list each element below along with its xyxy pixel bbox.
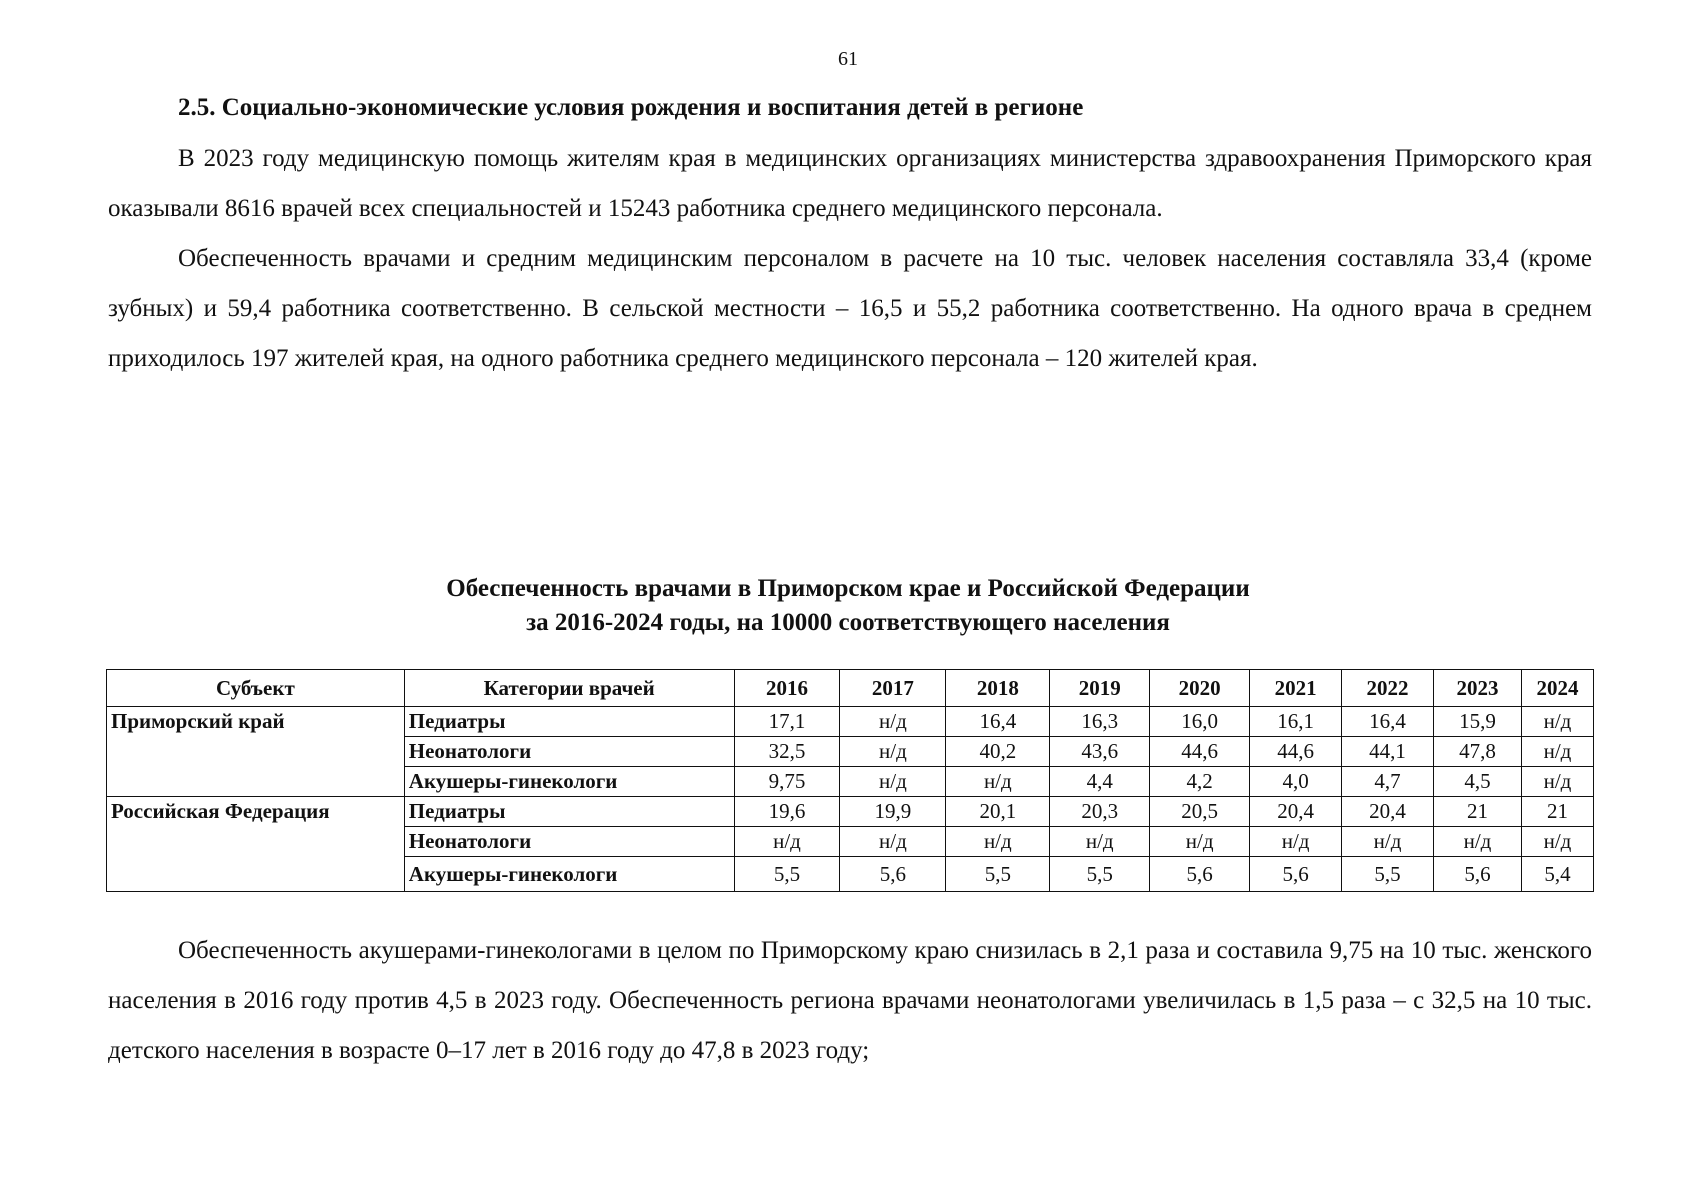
value-cell: 20,5	[1150, 797, 1250, 827]
value-cell: 19,6	[734, 797, 840, 827]
value-cell: 9,75	[734, 767, 840, 797]
value-cell: 47,8	[1434, 737, 1522, 767]
table-title-line-1: Обеспеченность врачами в Приморском крае и Российской Федерации	[446, 575, 1250, 602]
value-cell: 5,5	[734, 857, 840, 892]
value-cell: 4,0	[1250, 767, 1342, 797]
category-cell: Неонатологи	[404, 827, 734, 857]
value-cell: н/д	[734, 827, 840, 857]
value-cell: н/д	[1250, 827, 1342, 857]
value-cell: 5,5	[1342, 857, 1434, 892]
value-cell: 16,0	[1150, 707, 1250, 737]
value-cell: 4,4	[1050, 767, 1150, 797]
category-cell: Педиатры	[404, 797, 734, 827]
value-cell: 43,6	[1050, 737, 1150, 767]
value-cell: 20,4	[1342, 797, 1434, 827]
page-number: 61	[838, 48, 858, 70]
value-cell: 44,6	[1150, 737, 1250, 767]
table-row	[107, 707, 1594, 737]
value-cell: н/д	[946, 767, 1050, 797]
value-cell: н/д	[1521, 767, 1593, 797]
paragraph-staffing: В 2023 году медицинскую помощь жителям края в медицинских организациях министерства здравоохранения Приморского края оказывали 8616 врачей всех специальностей и 15243 работника среднего медицинского персонала.	[108, 145, 1592, 222]
value-cell: н/д	[1342, 827, 1434, 857]
table-row	[107, 797, 1594, 827]
header-subject: Субъект	[107, 670, 405, 707]
category-cell: Акушеры-гинекологи	[404, 857, 734, 892]
value-cell: н/д	[840, 707, 946, 737]
value-cell: н/д	[840, 827, 946, 857]
value-cell: н/д	[1521, 707, 1593, 737]
header-year: 2017	[840, 670, 946, 707]
header-year: 2022	[1342, 670, 1434, 707]
value-cell: 20,4	[1250, 797, 1342, 827]
value-cell: 16,4	[946, 707, 1050, 737]
value-cell: н/д	[1050, 827, 1150, 857]
value-cell: н/д	[1521, 737, 1593, 767]
value-cell: 16,4	[1342, 707, 1434, 737]
value-cell: 5,6	[1434, 857, 1522, 892]
value-cell: н/д	[840, 737, 946, 767]
value-cell: 19,9	[840, 797, 946, 827]
paragraph-obstetrics-neonatology: Обеспеченность акушерами-гинекологами в целом по Приморскому краю снизилась в 2,1 раза и составила 9,75 на 10 тыс. женского населения в 2016 году против 4,5 в 2023 году. Обеспеченность региона врачами неонатологами увеличилась в 1,5 раза – с 32,5 на 10 тыс. детского населения в возрасте 0–17 лет в 2016 году до 47,8 в 2023 году;	[108, 937, 1592, 1064]
header-year: 2024	[1521, 670, 1593, 707]
value-cell: 15,9	[1434, 707, 1522, 737]
header-category: Категории врачей	[404, 670, 734, 707]
header-year: 2021	[1250, 670, 1342, 707]
value-cell: 44,1	[1342, 737, 1434, 767]
category-cell: Педиатры	[404, 707, 734, 737]
value-cell: н/д	[840, 767, 946, 797]
value-cell: 5,6	[1150, 857, 1250, 892]
value-cell: 5,6	[840, 857, 946, 892]
value-cell: 21	[1434, 797, 1522, 827]
value-cell: 32,5	[734, 737, 840, 767]
value-cell: 16,1	[1250, 707, 1342, 737]
subject-cell: Российская Федерация	[107, 797, 405, 892]
table-header-row	[107, 670, 1594, 707]
value-cell: н/д	[946, 827, 1050, 857]
category-cell: Неонатологи	[404, 737, 734, 767]
value-cell: н/д	[1434, 827, 1522, 857]
header-year: 2023	[1434, 670, 1522, 707]
category-cell: Акушеры-гинекологи	[404, 767, 734, 797]
value-cell: 20,1	[946, 797, 1050, 827]
value-cell: 4,7	[1342, 767, 1434, 797]
value-cell: 17,1	[734, 707, 840, 737]
value-cell: 20,3	[1050, 797, 1150, 827]
value-cell: н/д	[1521, 827, 1593, 857]
value-cell: 21	[1521, 797, 1593, 827]
header-year: 2018	[946, 670, 1050, 707]
value-cell: 5,4	[1521, 857, 1593, 892]
doctors-coverage-table	[106, 669, 1594, 892]
value-cell: 16,3	[1050, 707, 1150, 737]
paragraph-coverage: Обеспеченность врачами и средним медицинским персоналом в расчете на 10 тыс. человек населения составляла 33,4 (кроме зубных) и 59,4 работника соответственно. В сельской местности – 16,5 и 55,2 работника соответственно. На одного врача в среднем приходилось 197 жителей края, на одного работника среднего медицинского персонала – 120 жителей края.	[108, 245, 1592, 372]
value-cell: 4,2	[1150, 767, 1250, 797]
section-heading: 2.5. Социально-экономические условия рождения и воспитания детей в регионе	[178, 94, 1084, 121]
header-year: 2020	[1150, 670, 1250, 707]
table-title-line-2: за 2016-2024 годы, на 10000 соответствующего населения	[526, 609, 1170, 636]
value-cell: 40,2	[946, 737, 1050, 767]
value-cell: 5,5	[946, 857, 1050, 892]
table-title	[0, 572, 1696, 640]
subject-cell: Приморский край	[107, 707, 405, 797]
header-year: 2019	[1050, 670, 1150, 707]
header-year: 2016	[734, 670, 840, 707]
value-cell: 5,6	[1250, 857, 1342, 892]
value-cell: 5,5	[1050, 857, 1150, 892]
value-cell: 44,6	[1250, 737, 1342, 767]
value-cell: н/д	[1150, 827, 1250, 857]
value-cell: 4,5	[1434, 767, 1522, 797]
